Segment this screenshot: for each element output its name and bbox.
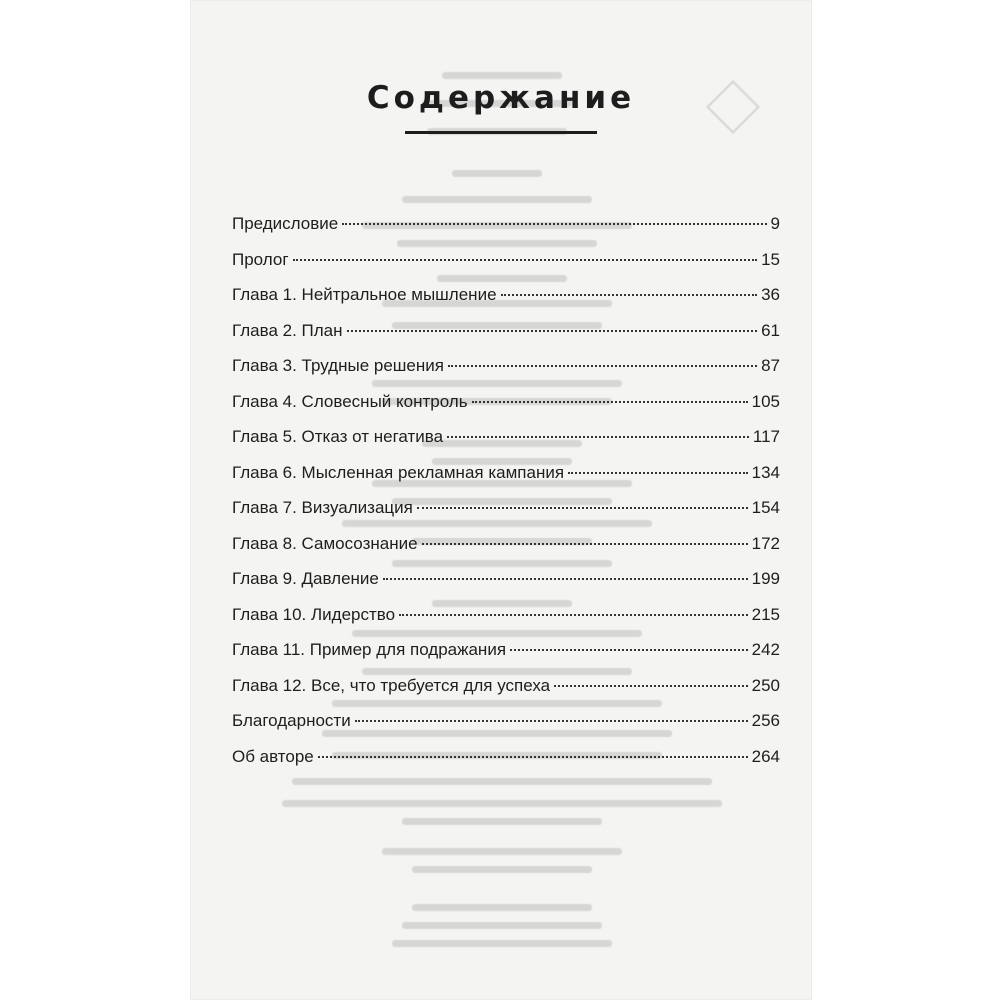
toc-entry-page: 134	[751, 462, 780, 482]
toc-entry[interactable]	[232, 427, 780, 463]
dot-leader	[355, 720, 748, 722]
dot-leader	[447, 436, 749, 438]
toc-entry-label: Глава 3. Трудные решения	[232, 356, 444, 375]
toc-entry-label: Об авторе	[232, 746, 314, 766]
dot-leader	[568, 472, 748, 474]
dot-leader	[554, 685, 748, 687]
toc-entry-page: 264	[751, 746, 780, 766]
toc-entry-label: Глава 5. Отказ от негатива	[232, 427, 444, 446]
toc-entry-label: Глава 8. Самосознание	[232, 533, 418, 553]
toc-entry-page: 61	[761, 320, 780, 340]
toc-entry-label: Глава 6. Мысленная рекламная кампания	[232, 462, 565, 482]
dot-leader	[417, 507, 748, 509]
toc-entry[interactable]	[232, 321, 780, 357]
toc-entry-page: 242	[751, 640, 780, 659]
toc-entry-label: Глава 2. План	[232, 320, 343, 340]
toc-entry-page: 36	[761, 285, 780, 304]
dot-leader	[510, 649, 748, 651]
toc-entry-page: 15	[761, 249, 780, 269]
toc-entry-label: Глава 12. Все, что требуется для успеха	[232, 675, 551, 695]
toc-entry-page: 154	[751, 498, 780, 517]
toc-entry[interactable]	[232, 605, 780, 641]
toc-entry-page: 105	[751, 391, 780, 411]
dot-leader	[422, 543, 748, 545]
toc-entry[interactable]	[232, 392, 780, 428]
toc-entry[interactable]	[232, 250, 780, 286]
toc-entry-page: 256	[751, 711, 780, 730]
dot-leader	[448, 365, 757, 367]
toc-entry-label: Глава 9. Давление	[232, 569, 379, 588]
title-underline	[405, 131, 597, 134]
toc-entry-label: Глава 1. Нейтральное мышление	[232, 285, 497, 304]
book-page	[190, 0, 812, 1000]
toc-entry[interactable]	[232, 676, 780, 712]
toc-entry-label: Глава 10. Лидерство	[232, 604, 396, 624]
toc-entry[interactable]	[232, 640, 780, 676]
toc-entry[interactable]	[232, 569, 780, 605]
toc-entry[interactable]	[232, 711, 780, 747]
toc-entry[interactable]	[232, 214, 780, 250]
dot-leader	[399, 614, 748, 616]
table-of-contents	[232, 214, 780, 782]
toc-entry-label: Глава 7. Визуализация	[232, 498, 413, 517]
toc-entry-label: Пролог	[232, 249, 289, 269]
toc-entry-page: 117	[752, 427, 780, 446]
dot-leader	[501, 294, 758, 296]
toc-entry-page: 199	[751, 569, 780, 588]
toc-entry[interactable]	[232, 285, 780, 321]
dot-leader	[472, 401, 748, 403]
page-title: Содержание	[366, 80, 636, 116]
toc-entry-page: 250	[751, 675, 780, 695]
toc-entry-page: 9	[770, 214, 780, 233]
toc-entry-page: 87	[761, 356, 780, 375]
toc-entry-label: Глава 11. Пример для подражания	[232, 640, 507, 659]
toc-entry-label: Благодарности	[232, 711, 351, 730]
toc-entry[interactable]	[232, 498, 780, 534]
dot-leader	[383, 578, 748, 580]
toc-entry-label: Предисловие	[232, 214, 339, 233]
toc-entry-label: Глава 4. Словесный контроль	[232, 391, 468, 411]
toc-entry[interactable]	[232, 534, 780, 570]
dot-leader	[293, 259, 758, 261]
toc-entry-page: 172	[751, 533, 780, 553]
dot-leader	[342, 223, 766, 225]
dot-leader	[318, 756, 748, 758]
toc-entry[interactable]	[232, 747, 780, 783]
dot-leader	[347, 330, 758, 332]
toc-entry[interactable]	[232, 356, 780, 392]
toc-entry[interactable]	[232, 463, 780, 499]
toc-entry-page: 215	[751, 604, 780, 624]
